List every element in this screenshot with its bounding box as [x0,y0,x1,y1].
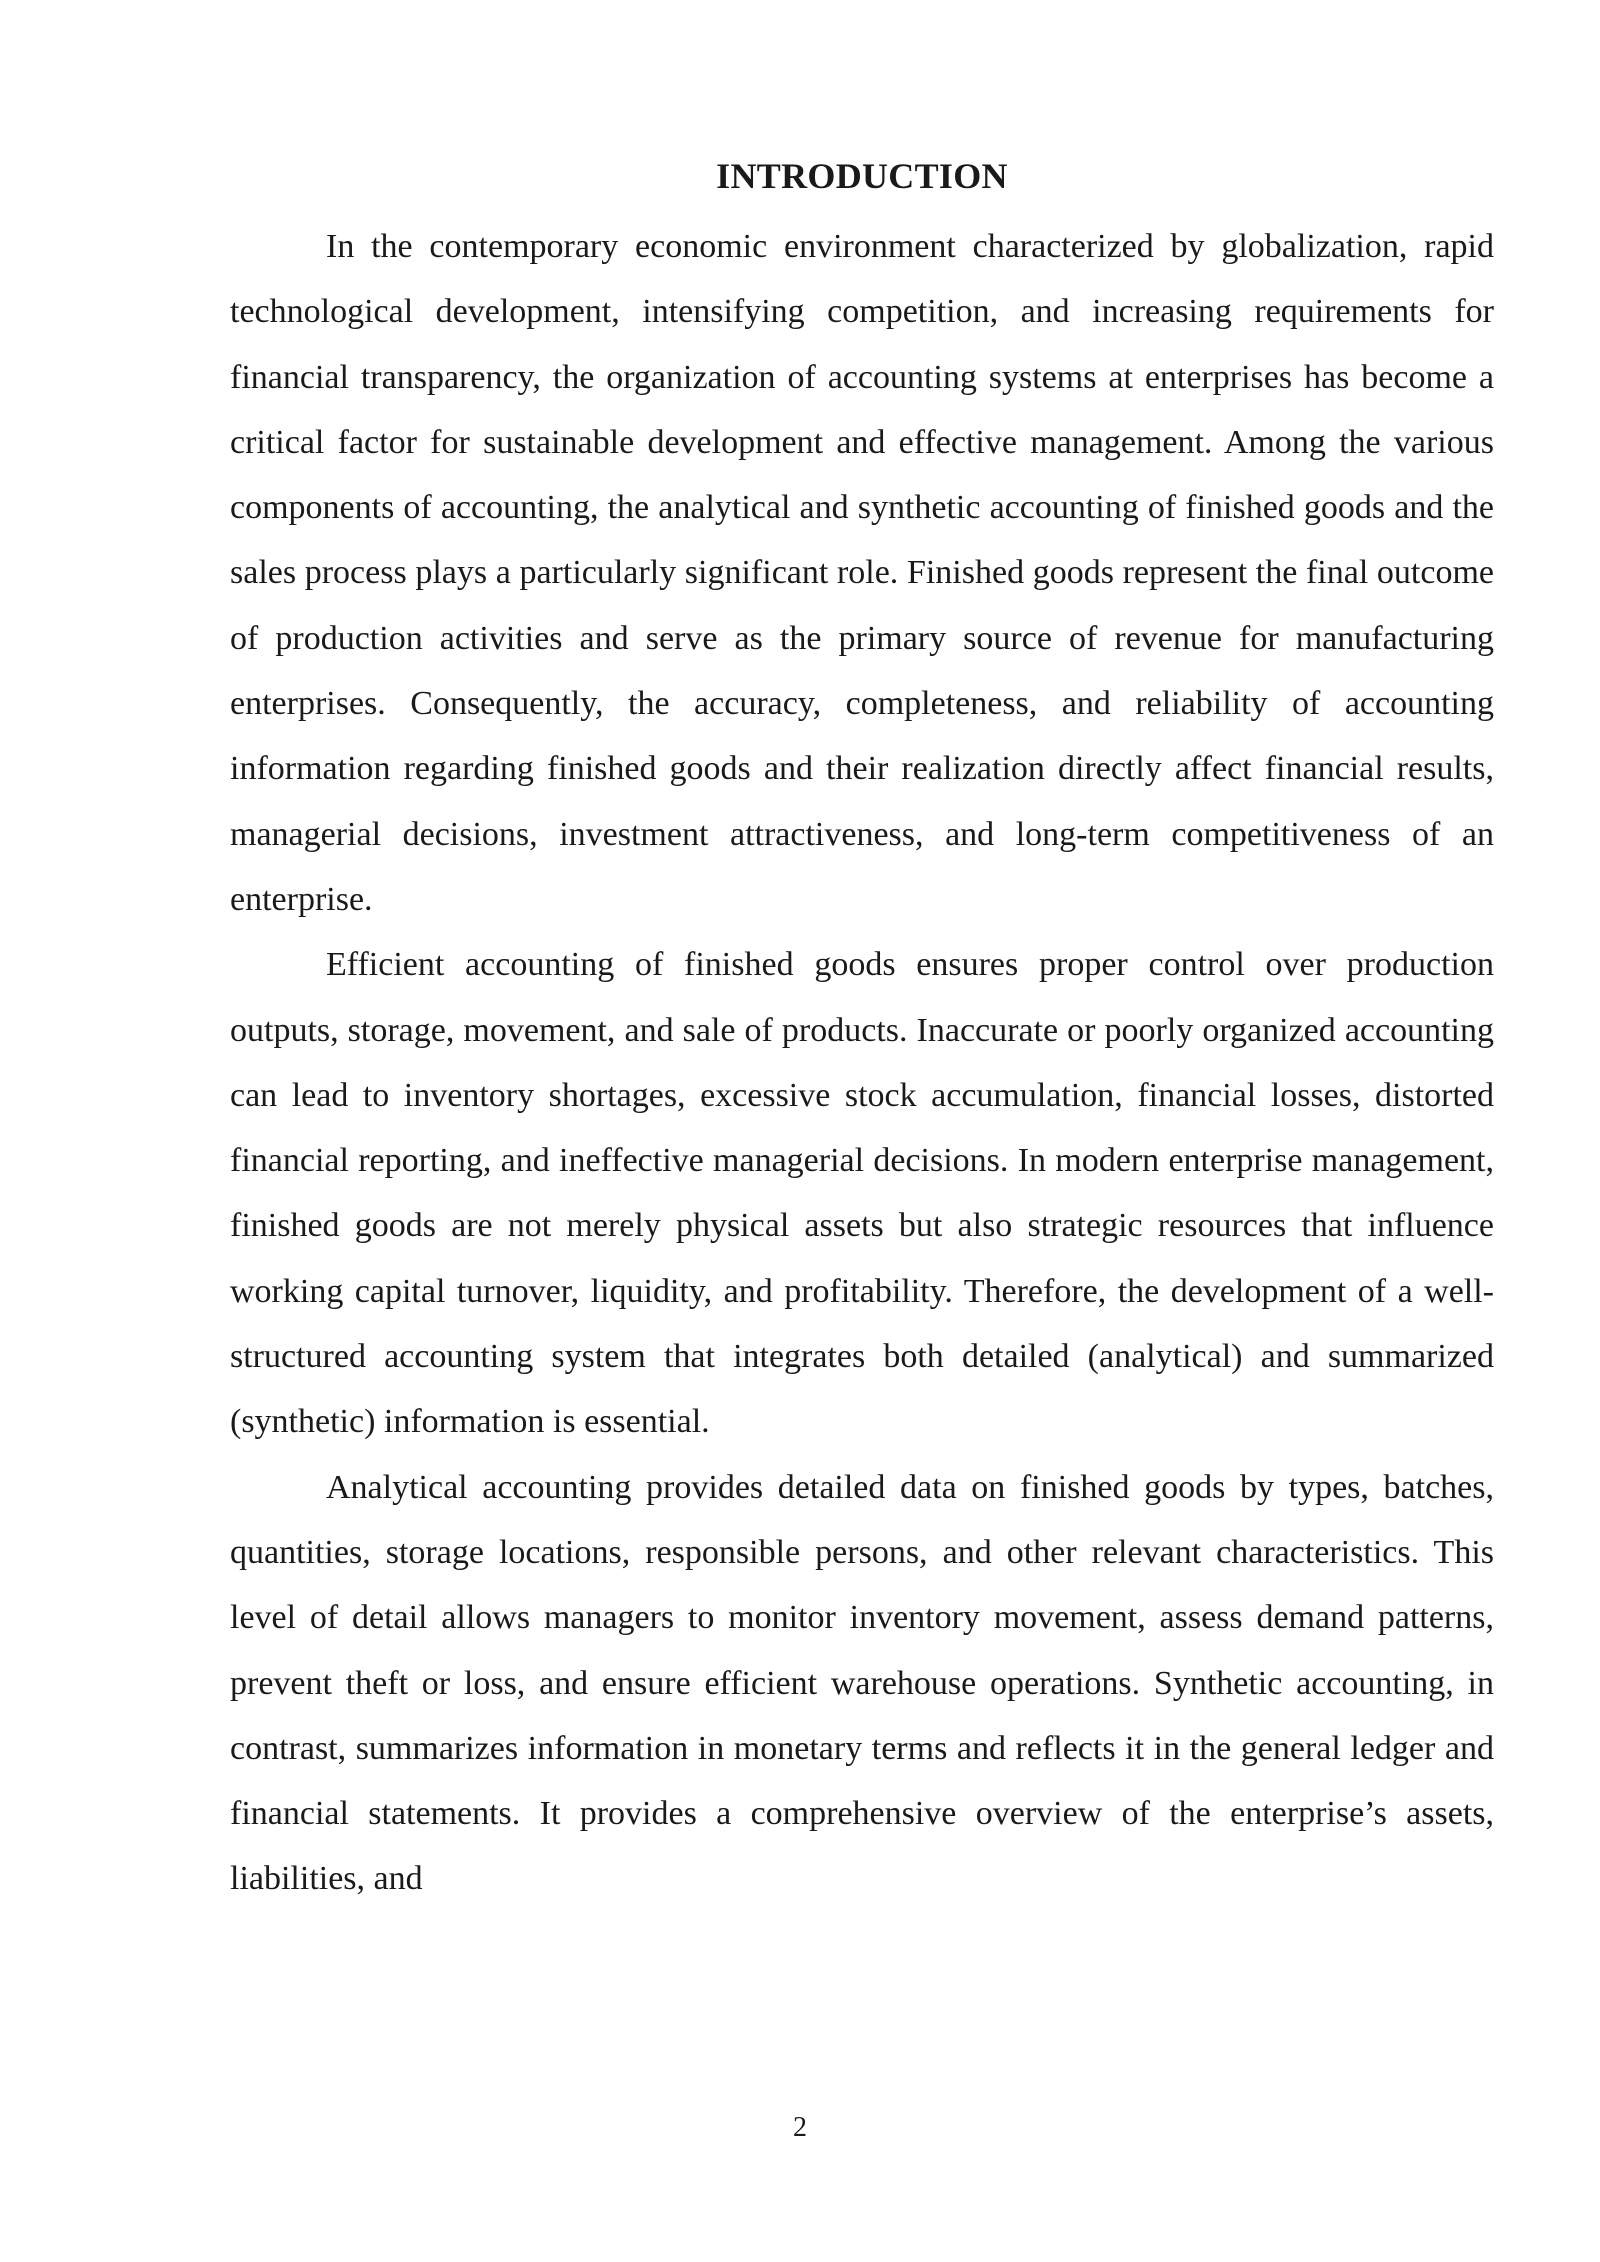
page-title: INTRODUCTION [716,156,1008,196]
paragraph-2: Efficient accounting of finished goods ensures proper control over production outputs, storage, movement, and sale of products. Inaccurate or poorly organized accounting can lead to inventory shortages, excessive stock accumulation, financial losses, distorted financial reporting, and ineffective managerial decisions. In modern enterprise management, finished goods are not merely physical assets but also strategic resources that influence working capital turnover, liquidity, and profitability. Therefore, the development of a well-structured accounting system that integrates both detailed (analytical) and summarized (synthetic) information is essential. [230,946,1494,1441]
page-number: 2 [793,2112,807,2143]
paragraph-1: In the contemporary economic environment characterized by globalization, rapid technological development, intensifying competition, and increasing requirements for financial transparency, the organization of accounting systems at enterprises has become a critical factor for sustainable development and effective management. Among the various components of accounting, the analytical and synthetic accounting of finished goods and the sales process plays a particularly significant role. Finished goods represent the final outcome of production activities and serve as the primary source of revenue for manufacturing enterprises. Consequently, the accuracy, completeness, and reliability of accounting information regarding finished goods and their realization directly affect financial results, managerial decisions, investment attractiveness, and long-term competitiveness of an enterprise. [230,228,1494,918]
page-body [230,148,1494,1912]
paragraph-3: Analytical accounting provides detailed data on finished goods by types, batches, quantities, storage locations, responsible persons, and other relevant characteristics. This level of detail allows managers to monitor inventory movement, assess demand patterns, prevent theft or loss, and ensure efficient warehouse operations. Synthetic accounting, in contrast, summarizes information in monetary terms and reflects it in the general ledger and financial statements. It provides a comprehensive overview of the enterprise’s assets, liabilities, and [230,1468,1494,1898]
